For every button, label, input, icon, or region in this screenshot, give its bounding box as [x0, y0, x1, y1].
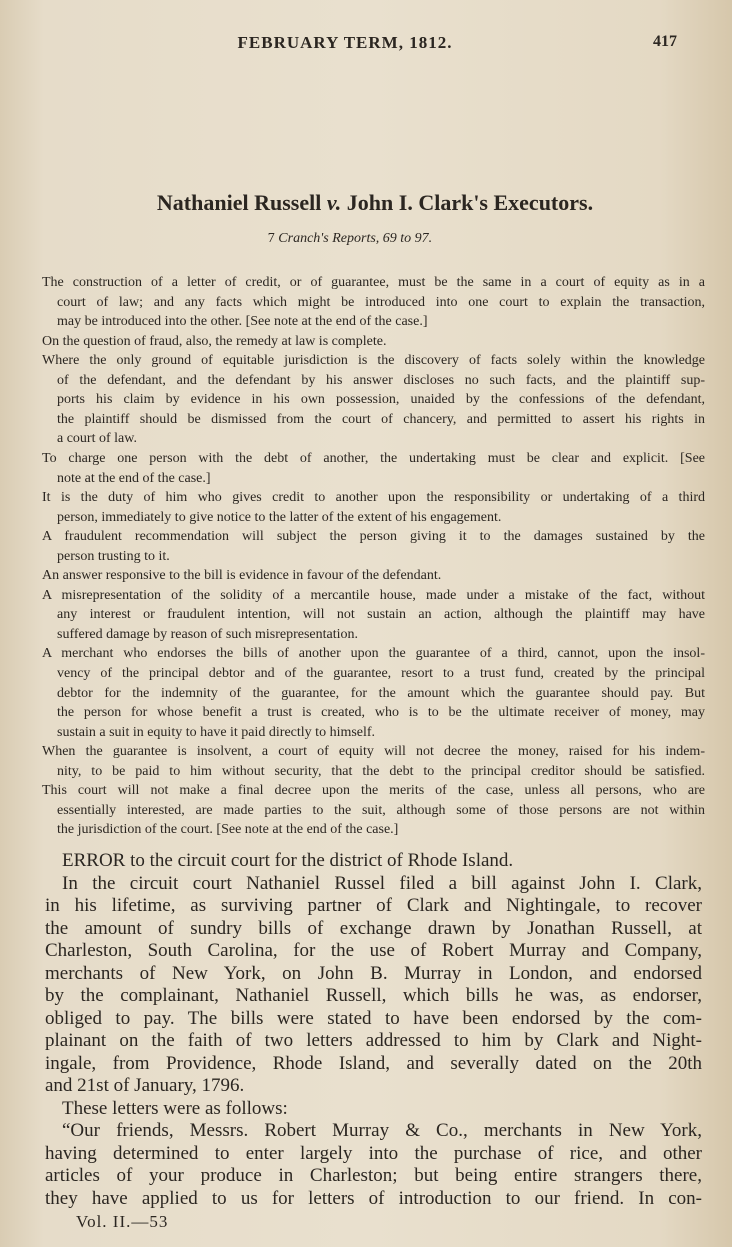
case-title — [0, 190, 732, 216]
headnote-line: It is the duty of him who gives credit to another upon the responsibility or undertaking of a third — [42, 490, 705, 506]
headnote-line: ports his claim by evidence in his own possession, unaided by the confessions of the defendant, — [57, 392, 705, 408]
headnote-line: suffered damage by reason of such misrepresentation. — [57, 626, 359, 642]
headnote-line: When the guarantee is insolvent, a court of equity will not decree the money, raised for his indem- — [42, 744, 705, 760]
headnote-line: a court of law. — [57, 431, 137, 447]
citation-pages: 69 to 97. — [382, 231, 433, 246]
headnote-line: nity, to be paid to him without security, that the debt to the principal creditor should be satisfied. — [57, 763, 705, 779]
running-header-term: FEBRUARY TERM, 1812. — [237, 33, 453, 52]
headnote-line: A misrepresentation of the solidity of a mercantile house, made under a mistake of the fact, without — [42, 587, 705, 603]
headnote-line: Where the only ground of equitable jurisdiction is the discovery of facts solely within the knowledge — [42, 353, 705, 369]
headnote-line: This court will not make a final decree upon the merits of the case, unless all persons, who are — [42, 783, 705, 799]
headnote-line: may be introduced into the other. [See note at the end of the case.] — [57, 314, 428, 330]
opinion-line: articles of your produce in Charleston; but being entire strangers there, — [45, 1165, 702, 1186]
opinion-line: and 21st of January, 1796. — [45, 1075, 245, 1096]
headnote-line: the person for whose benefit a trust is created, who is to be the ultimate receiver of money, may — [57, 705, 705, 721]
citation-reporter: Cranch's Reports, — [278, 231, 380, 246]
opinion-line: In the circuit court Nathaniel Russel filed a bill against John I. Clark, — [62, 872, 702, 894]
opinion-line: plainant on the faith of two letters addressed to him by Clark and Night- — [45, 1030, 702, 1051]
headnote-line: note at the end of the case.] — [57, 470, 211, 486]
headnote-line: person, immediately to give notice to the latter of the extent of his engagement. — [57, 509, 502, 525]
case-title-respondent: John I. Clark's Executors. — [346, 190, 594, 215]
opinion-intro-line: ERROR to the circuit court for the district of Rhode Island. — [62, 850, 514, 871]
opinion-line: “Our friends, Messrs. Robert Murray & Co., merchants in New York, — [62, 1120, 702, 1141]
opinion-line: obliged to pay. The bills were stated to have been endorsed by the com- — [45, 1007, 702, 1029]
opinion-line: ingale, from Providence, Rhode Island, and severally dated on the 20th — [45, 1052, 702, 1074]
headnote-line: any interest or fraudulent intention, will not sustain an action, although the plaintiff may have — [57, 607, 705, 623]
headnote-line: the plaintiff should be dismissed from the court of chancery, and permitted to assert his rights in — [57, 411, 705, 427]
headnote-line: A fraudulent recommendation will subject the person giving it to the damages sustained by the — [42, 529, 705, 545]
headnote-line: The construction of a letter of credit, or of guarantee, must be the same in a court of equity as in a — [42, 275, 705, 290]
headnote-line: the jurisdiction of the court. [See note at the end of the case.] — [57, 822, 399, 838]
citation-volume: 7 — [267, 231, 275, 246]
headnote-line: court of law; and any facts which might be introduced into one court to explain the transaction, — [57, 294, 705, 310]
case-title-versus: v. — [326, 190, 342, 215]
headnote-line: An answer responsive to the bill is evidence in favour of the defendant. — [42, 568, 442, 584]
opinion-line: Charleston, South Carolina, for the use of Robert Murray and Company, — [45, 940, 702, 961]
headnote-line: To charge one person with the debt of another, the undertaking must be clear and explicit. [See — [42, 450, 705, 466]
headnote-line: sustain a suit in equity to have it paid directly to himself. — [57, 724, 376, 740]
opinion-line: having determined to enter largely into the purchase of rice, and other — [45, 1142, 702, 1164]
headnote-line: On the question of fraud, also, the remedy at law is complete. — [42, 333, 387, 349]
headnote-line: debtor for the indemnity of the guarantee, for the amount which the guarantee should pay. But — [57, 685, 705, 701]
opinion-line: in his lifetime, as surviving partner of Clark and Nightingale, to recover — [45, 895, 702, 916]
headnote-line: essentially interested, are made parties to the suit, although some of those persons are not within — [57, 802, 705, 818]
headnote-line: vency of the principal debtor and of the guarantee, resort to a trust fund, created by the principal — [57, 666, 705, 681]
page-number: 417 — [653, 33, 677, 50]
headnote-line: of the defendant, and the defendant by his answer discloses no such facts, and the plaintiff sup- — [57, 372, 705, 388]
case-title-party: Nathaniel Russell — [156, 190, 322, 215]
signature-mark: Vol. II.—53 — [76, 1212, 169, 1231]
opinion-line: These letters were as follows: — [62, 1097, 288, 1119]
opinion-line: merchants of New York, on John B. Murray in London, and endorsed — [45, 962, 702, 984]
opinion-line: they have applied to us for letters of introduction to our friend. In con- — [45, 1187, 702, 1209]
opinion-line: the amount of sundry bills of exchange drawn by Jonathan Russell, at — [45, 917, 702, 939]
headnote-line: A merchant who endorses the bills of another upon the guarantee of a third, cannot, upon the insol- — [42, 646, 705, 662]
opinion-line: by the complainant, Nathaniel Russell, which bills he was, as endorser, — [45, 985, 702, 1006]
headnote-line: person trusting to it. — [57, 548, 170, 564]
case-citation — [0, 231, 700, 247]
